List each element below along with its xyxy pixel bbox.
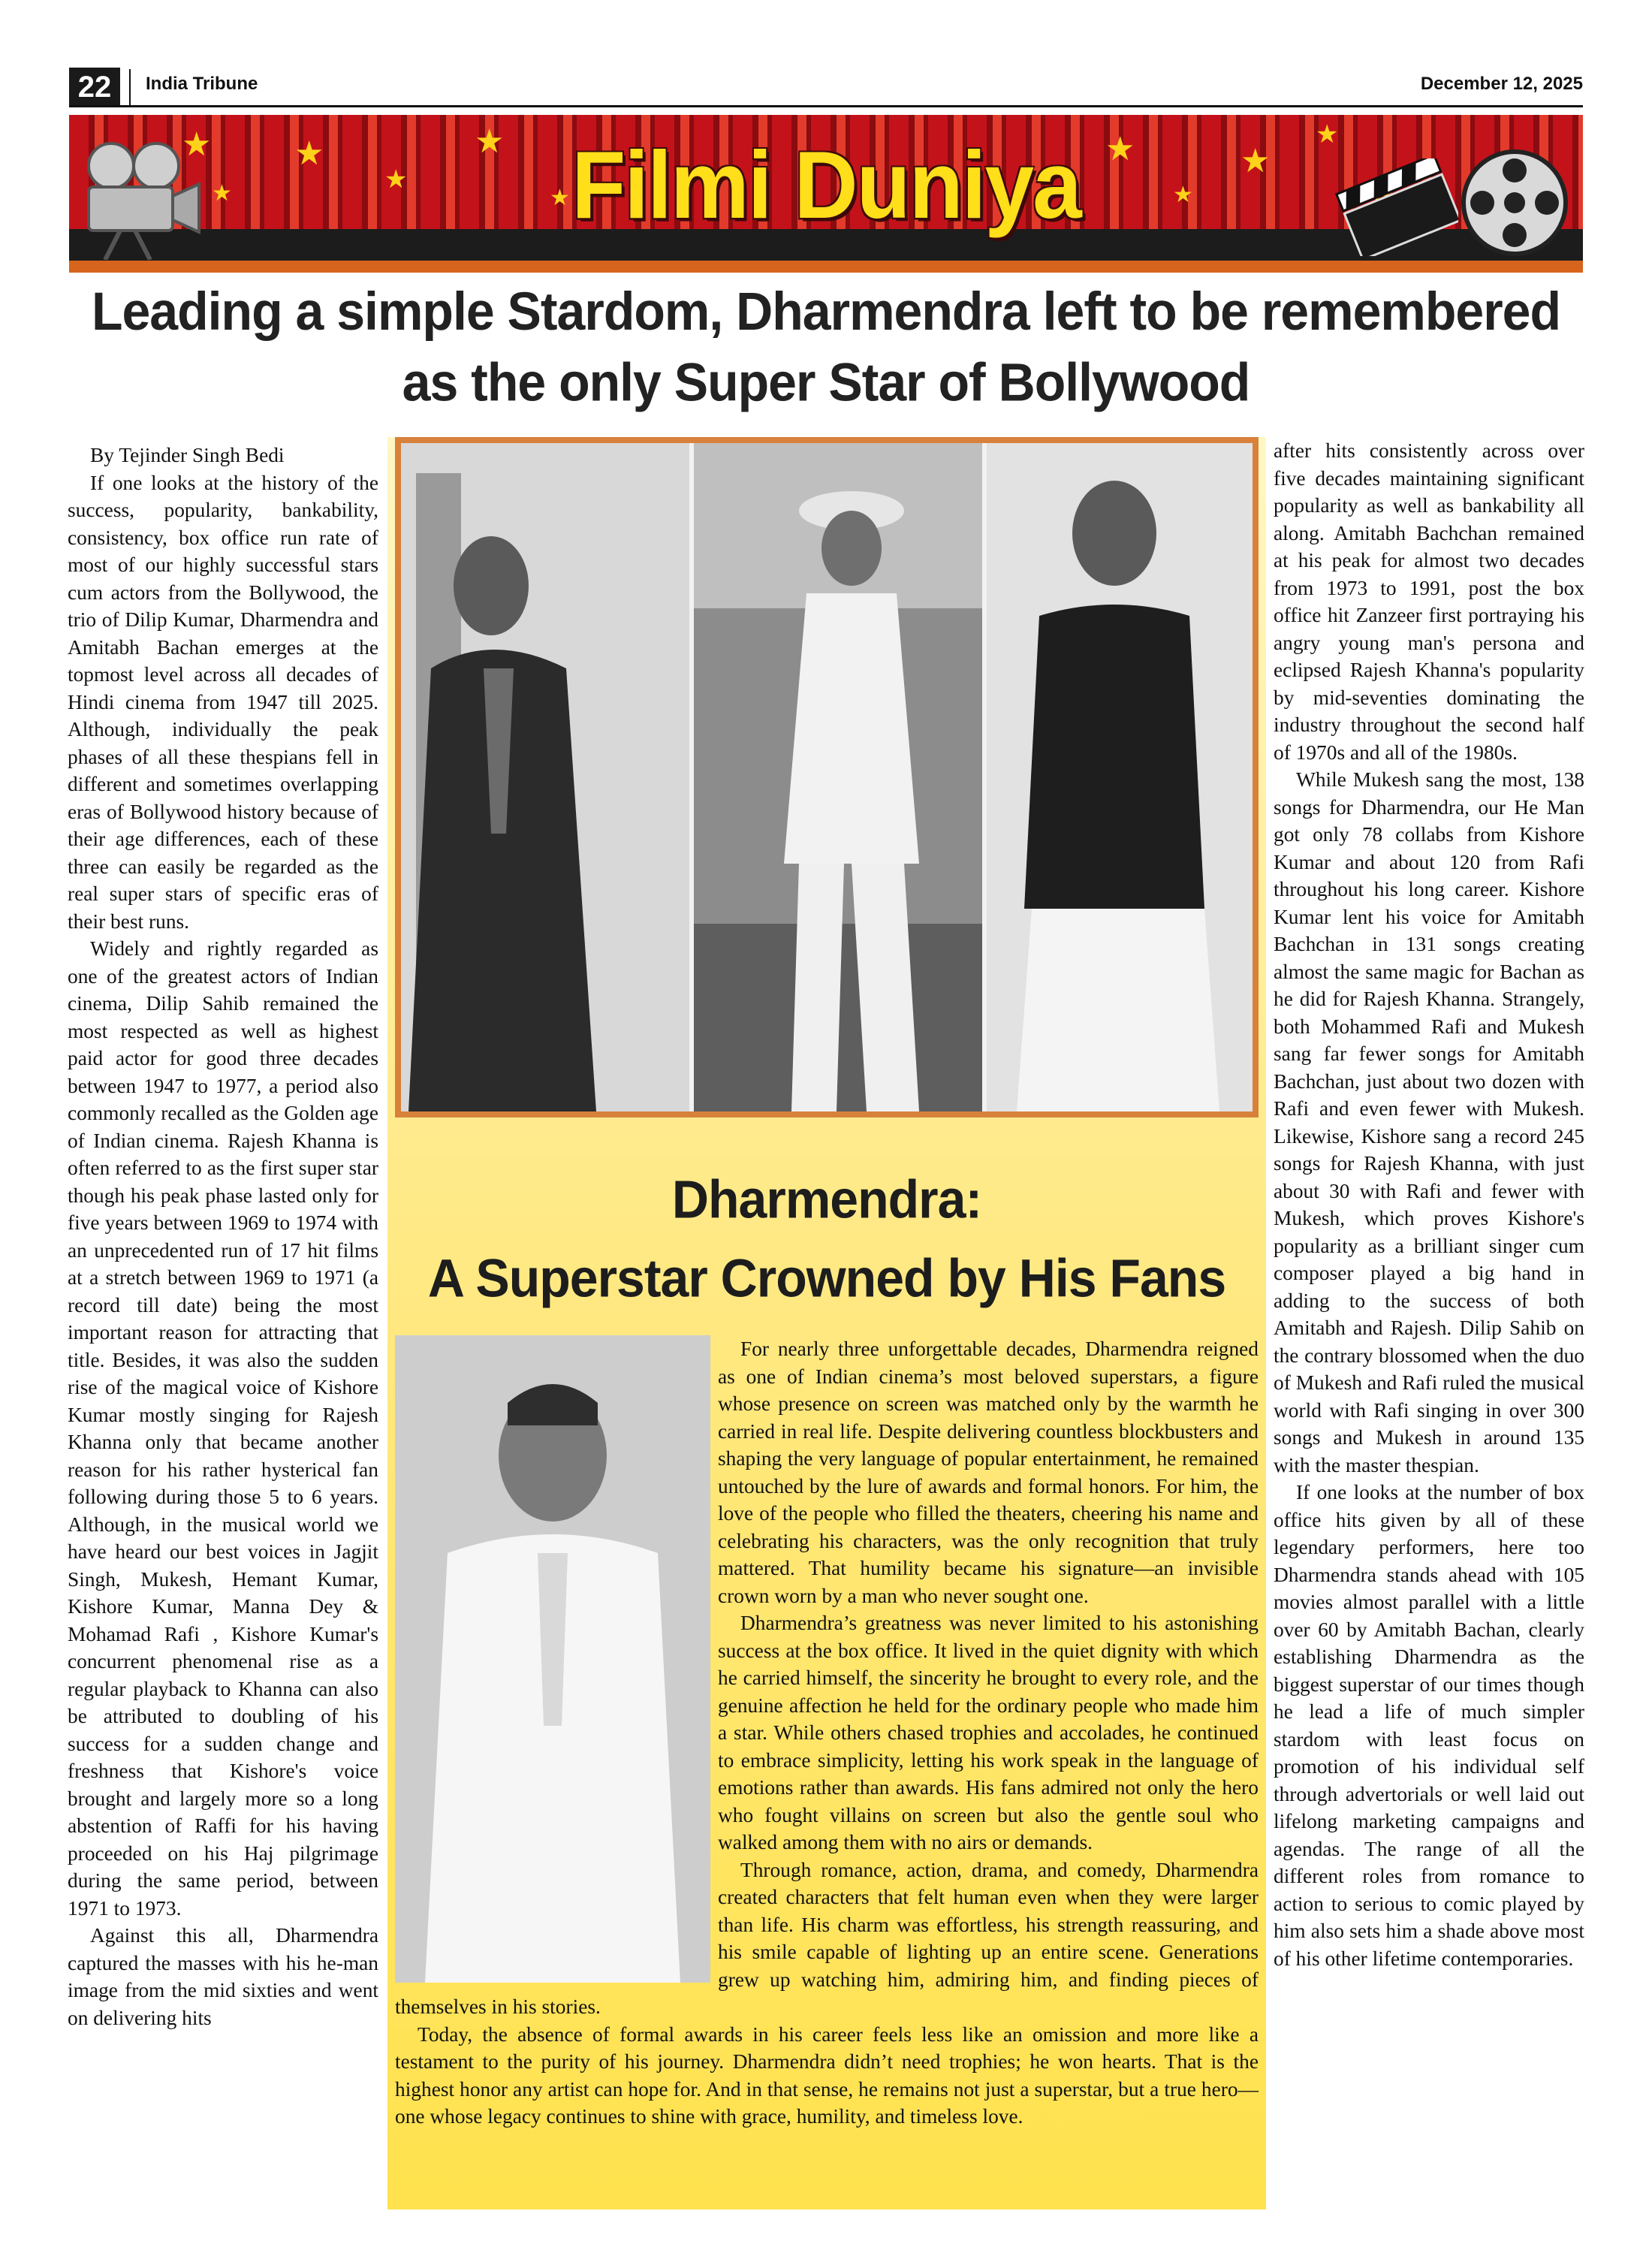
- clapperboard-icon: [1331, 158, 1458, 256]
- body-paragraph: If one looks at the number of box office hits given by all of these legendary performers, here too Dharmendra stands ahead with 105 movies almost parallel with a little over 60 by Amitabh Bachan, clearly establishing Dharmendra as the biggest superstar of our times though he lead a life of much simpler stardom with least focus on promotion of his individual self through advertorials or well laid out lifelong marketing campaigns and agendas. The range of all the different roles from romance to action to serious to comic played by him also sets him a shade above most of his other lifetime contemporaries.: [1274, 1481, 1584, 1970]
- body-paragraph: Against this all, Dharmendra captured the masses with his he-man image from the mid sixties and went on delivering hits: [68, 1924, 378, 2029]
- body-paragraph: Widely and rightly regarded as one of the greatest actors of Indian cinema, Dilip Sahib remained the most respected as well as highest paid actor for good three decades between 1947 to 1977, a period also commonly recalled as the Golden age of Indian cinema. Rajesh Khanna is often referred to as the first super star though his peak phase lasted only for five years between 1969 to 1974 with an unprecedented run of 17 hit films at a stretch between 1969 to 1971 (a record till date) being the most important reason for attracting that title. Besides, it was also the sudden rise of the magical voice of Kishore Kumar mostly singing for Rajesh Khanna only that became another reason for his rather hysterical fan following during those 5 to 6 years. Although, in the musical world we have heard our best voices in Jagjit Singh, Mukesh, Hemant Kumar, Kishore Kumar, Manna Dey & Mohamad Rafi , Kishore Kumar's concurrent phenomenal rise as a regular playback to Khanna can also be attributed to doubling of his success for a sudden change and freshness that Kishore's voice brought and largely more so a long abstention of Raffi for his having proceeded on his Haj pilgrimage during the same period, between 1971 to 1973.: [68, 937, 378, 1920]
- star-icon: ★: [475, 123, 505, 160]
- star-icon: ★: [384, 166, 408, 194]
- photo-collage: [395, 437, 1259, 1117]
- star-icon: ★: [550, 185, 570, 210]
- body-paragraph: after hits consistently across over five decades maintaining significant popularity as well as bankability all along. Amitabh Bachchan remained at his peak for almost two decades from 1973 to 1991, post the box office hit Zanzeer first portraying his angry young man's persona and eclipsed Rajesh Khanna's popularity by mid-seventies dominating the industry throughout the second half of 1970s and all of the 1980s.: [1274, 439, 1584, 764]
- feature-title-line-1: Dharmendra:: [671, 1169, 982, 1230]
- star-icon: ★: [294, 135, 324, 172]
- byline: By Tejinder Singh Bedi: [90, 444, 285, 466]
- photo-dharmendra-vest: [987, 443, 1253, 1111]
- headline-line-1: Leading a simple Stardom, Dharmendra left to be remembered: [91, 281, 1561, 342]
- left-column: [68, 442, 378, 2031]
- star-icon: ★: [212, 181, 232, 206]
- feature-paragraph: Dharmendra’s greatness was never limited to his astonishing success at the box office. It lived in the quiet dignity with which he carried himself, the sincerity he brought to every role, and the genuine affection he held for the ordinary people who made him a star. While others chased trophies and accolades, he continued to embrace simplicity, letting his work speak in the language of emotions rather than awards. His fans admired not only the hero who fought villains on screen but also the gentle soul who walked among them with no airs or demands.: [718, 1612, 1259, 1853]
- feature-paragraph: Today, the absence of formal awards in his career feels less like an omission and more like a testament to the purity of his journey. Dharmendra didn’t need trophies; he won hearts. That is the highest honor any artist can hope for. And in that sense, he remains not just a superstar, but a true hero—one whose legacy continues to shine with grace, humility, and timeless love.: [395, 2022, 1259, 2128]
- feature-article: [395, 1335, 1259, 2131]
- header-divider: [129, 69, 131, 105]
- feature-title: [387, 1160, 1266, 1318]
- star-icon: ★: [1173, 182, 1193, 207]
- headline-line-2: as the only Super Star of Bollywood: [402, 352, 1250, 413]
- body-paragraph: If one looks at the history of the success, popularity, bankability, consistency, box office run rate of most of our highly successful stars cum actors from the Bollywood, the trio of Dilip Kumar, Dharmendra and Amitabh Bachan emerges at the topmost level across all decades of Hindi cinema from 1947 till 2025. Although, individually the peak phases of all these thespians fell in different and sometimes overlapping eras of Bollywood history because of their age differences, each of these three can easily be regarded as the real super stars of specific eras of their best runs.: [68, 471, 378, 933]
- film-reel-icon: [1458, 146, 1571, 259]
- feature-paragraph: For nearly three unforgettable decades, Dharmendra reigned as one of Indian cinema’s most beloved superstars, a figure whose presence on screen was matched only by the warmth he carried in real life. Despite delivering countless blockbusters and shaping the very language of popular entertainment, he remained untouched by the lure of awards and formal honors. For him, the love of the people who filled the theaters, cheering his name and celebrating his characters, was the only recognition that truly mattered. That humility became his signature—an invisible crown worn by a man who never sought one.: [718, 1338, 1259, 1607]
- paper-name: India Tribune: [146, 74, 258, 94]
- star-icon: ★: [1316, 121, 1339, 149]
- section-title: Filmi Duniya: [571, 131, 1081, 240]
- star-icon: ★: [182, 126, 212, 163]
- header-rule: [69, 105, 1583, 107]
- banner-orange-strip: [69, 261, 1583, 273]
- photo-dharmendra-suit: [401, 443, 689, 1111]
- star-icon: ★: [1105, 131, 1135, 167]
- page-number: 22: [69, 68, 120, 107]
- issue-date: December 12, 2025: [1420, 74, 1583, 94]
- feature-paragraph: Through romance, action, drama, and comedy, Dharmendra created characters that felt human even when they were larger than life. His charm was effortless, his strength reassuring, and his smile capable of lighting up an entire scene. Generations grew up watching him, admiring him, and finding pieces of themselves in his stories.: [395, 1858, 1259, 2018]
- body-paragraph: While Mukesh sang the most, 138 songs for Dharmendra, our He Man got only 78 collabs from Kishore Kumar and about 120 from Rafi throughout his long career. Kishore Kumar lent his voice for Amitabh Bachchan in 131 songs creating almost the same magic for Bachan as he did for Rajesh Khanna. Strangely, both Mohammed Rafi and Mukesh sang far fewer songs for Amitabh Bachchan, just about two dozen with Rafi and even fewer with Mukesh. Likewise, Kishore sang a record 245 songs for Rajesh Khanna, with just about 30 with Rafi and fewer with Mukesh, which proves Kishore's popularity as a brilliant singer cum composer played a big hand in adding to the success of both Amitabh and Rajesh. Dilip Sahib on the contrary blossomed when the duo of Mukesh and Rafi ruled the musical world with Rafi singing in over 300 songs and Mukesh in around 135 with the master thespian.: [1274, 768, 1584, 1476]
- headline: [69, 276, 1583, 418]
- right-column: [1274, 437, 1584, 1972]
- photo-dharmendra-hat: [694, 443, 982, 1111]
- feature-title-line-2: A Superstar Crowned by His Fans: [427, 1248, 1226, 1309]
- section-banner: [69, 115, 1583, 273]
- star-icon: ★: [1241, 143, 1271, 179]
